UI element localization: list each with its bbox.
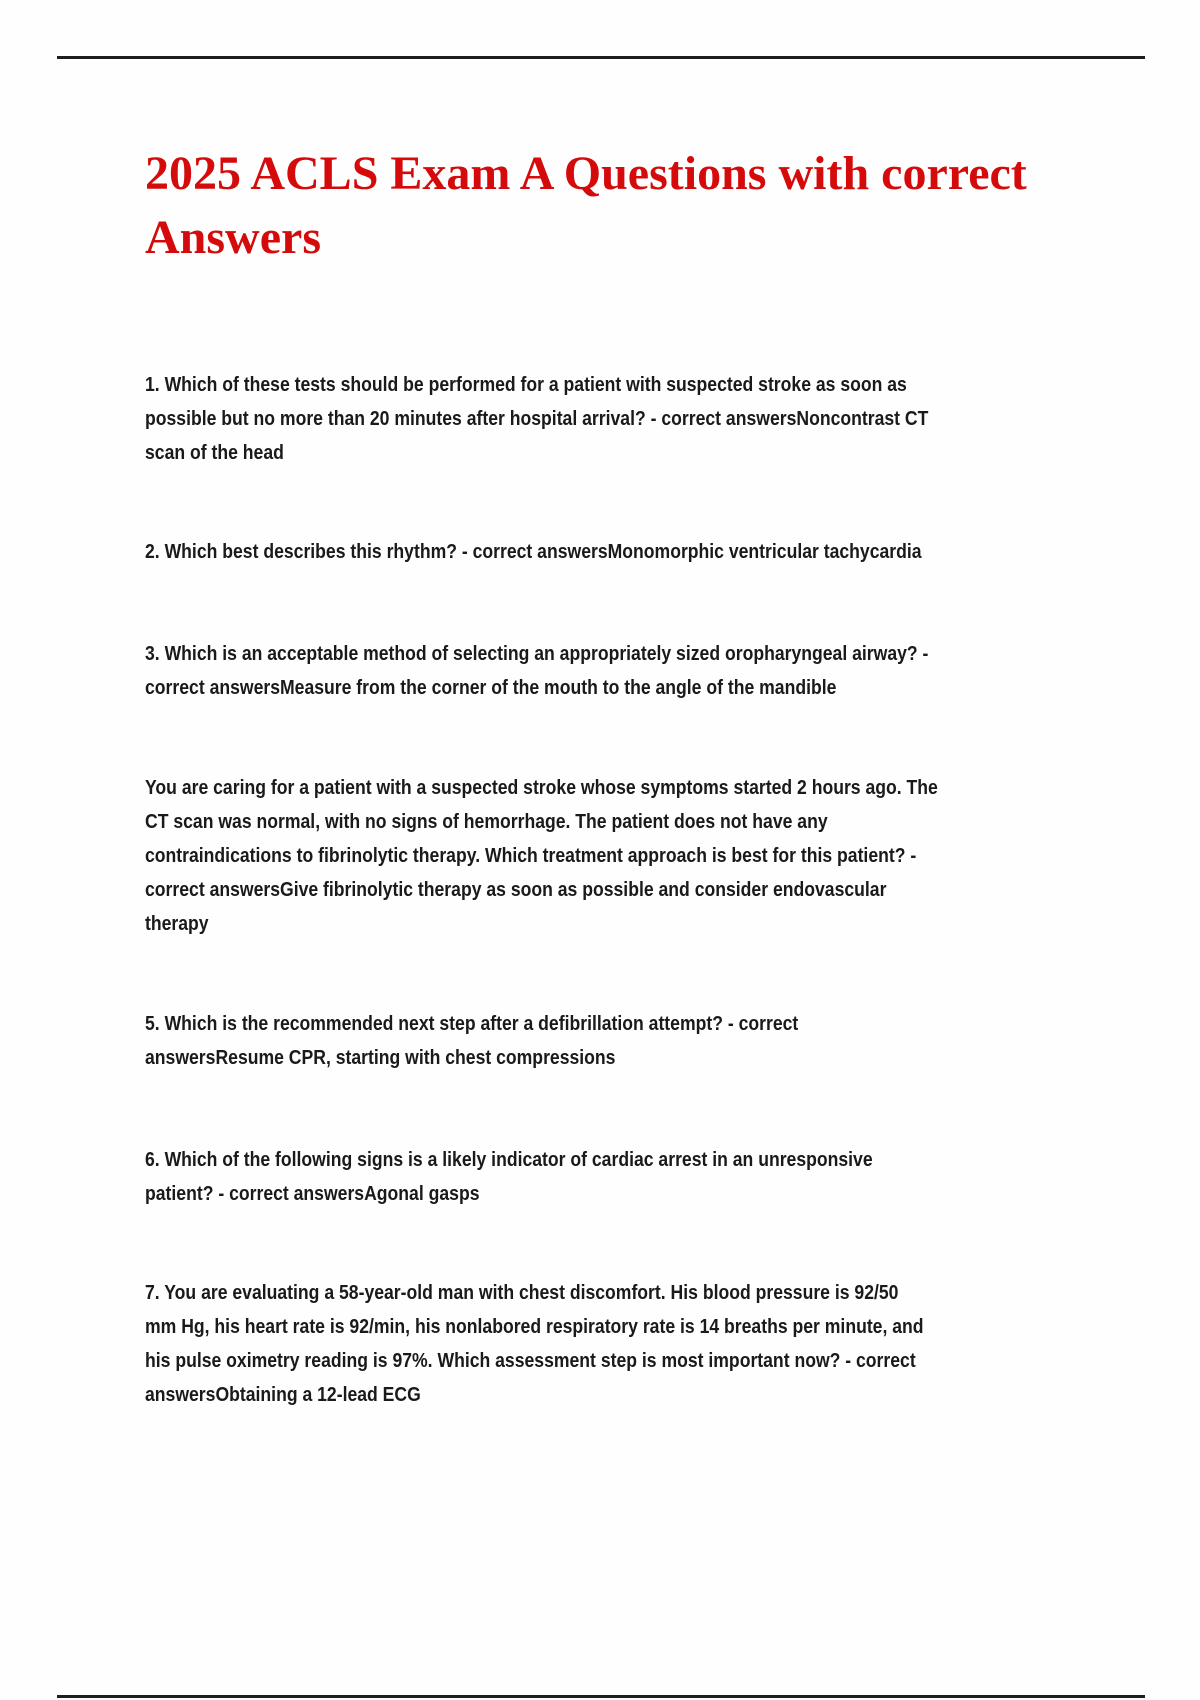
text-line: answersResume CPR, starting with chest compressions — [145, 1047, 616, 1069]
text-line: correct answersMeasure from the corner of the mouth to the angle of the mandible — [145, 677, 837, 699]
question-5 — [145, 1007, 1200, 1075]
footer-rule — [57, 1695, 1145, 1698]
question-2 — [145, 535, 1200, 569]
question-1 — [145, 368, 1200, 470]
title-line: Answers — [145, 211, 321, 264]
question-6 — [145, 1143, 1200, 1211]
text-line: scan of the head — [145, 442, 284, 464]
text-line: CT scan was normal, with no signs of hemorrhage. The patient does not have any — [145, 811, 828, 833]
title-line: 2025 ACLS Exam A Questions with correct — [145, 147, 1027, 200]
text-line: 2. Which best describes this rhythm? - correct answersMonomorphic ventricular tachycardia — [145, 541, 922, 563]
text-line: patient? - correct answersAgonal gasps — [145, 1183, 480, 1205]
header-rule — [57, 56, 1145, 59]
question-4 — [145, 771, 1200, 941]
text-line: 1. Which of these tests should be performed for a patient with suspected stroke as soon as — [145, 374, 907, 396]
text-line: mm Hg, his heart rate is 92/min, his nonlabored respiratory rate is 14 breaths per minute, and — [145, 1316, 924, 1338]
text-line: correct answersGive fibrinolytic therapy as soon as possible and consider endovascular — [145, 879, 887, 901]
document-title — [145, 142, 1125, 270]
text-line: therapy — [145, 913, 209, 935]
text-line: 6. Which of the following signs is a likely indicator of cardiac arrest in an unresponsive — [145, 1149, 873, 1171]
text-line: answersObtaining a 12-lead ECG — [145, 1384, 421, 1406]
text-line: 5. Which is the recommended next step after a defibrillation attempt? - correct — [145, 1013, 799, 1035]
text-line: his pulse oximetry reading is 97%. Which assessment step is most important now? - correct — [145, 1350, 916, 1372]
text-line: possible but no more than 20 minutes after hospital arrival? - correct answersNoncontrast CT — [145, 408, 929, 430]
text-line: You are caring for a patient with a suspected stroke whose symptoms started 2 hours ago. The — [145, 777, 938, 799]
question-7 — [145, 1276, 1200, 1412]
question-3 — [145, 637, 1200, 705]
text-line: 7. You are evaluating a 58-year-old man with chest discomfort. His blood pressure is 92/50 — [145, 1282, 899, 1304]
text-line: contraindications to fibrinolytic therapy. Which treatment approach is best for this patient? - — [145, 845, 917, 867]
text-line: 3. Which is an acceptable method of selecting an appropriately sized oropharyngeal airway? - — [145, 643, 929, 665]
